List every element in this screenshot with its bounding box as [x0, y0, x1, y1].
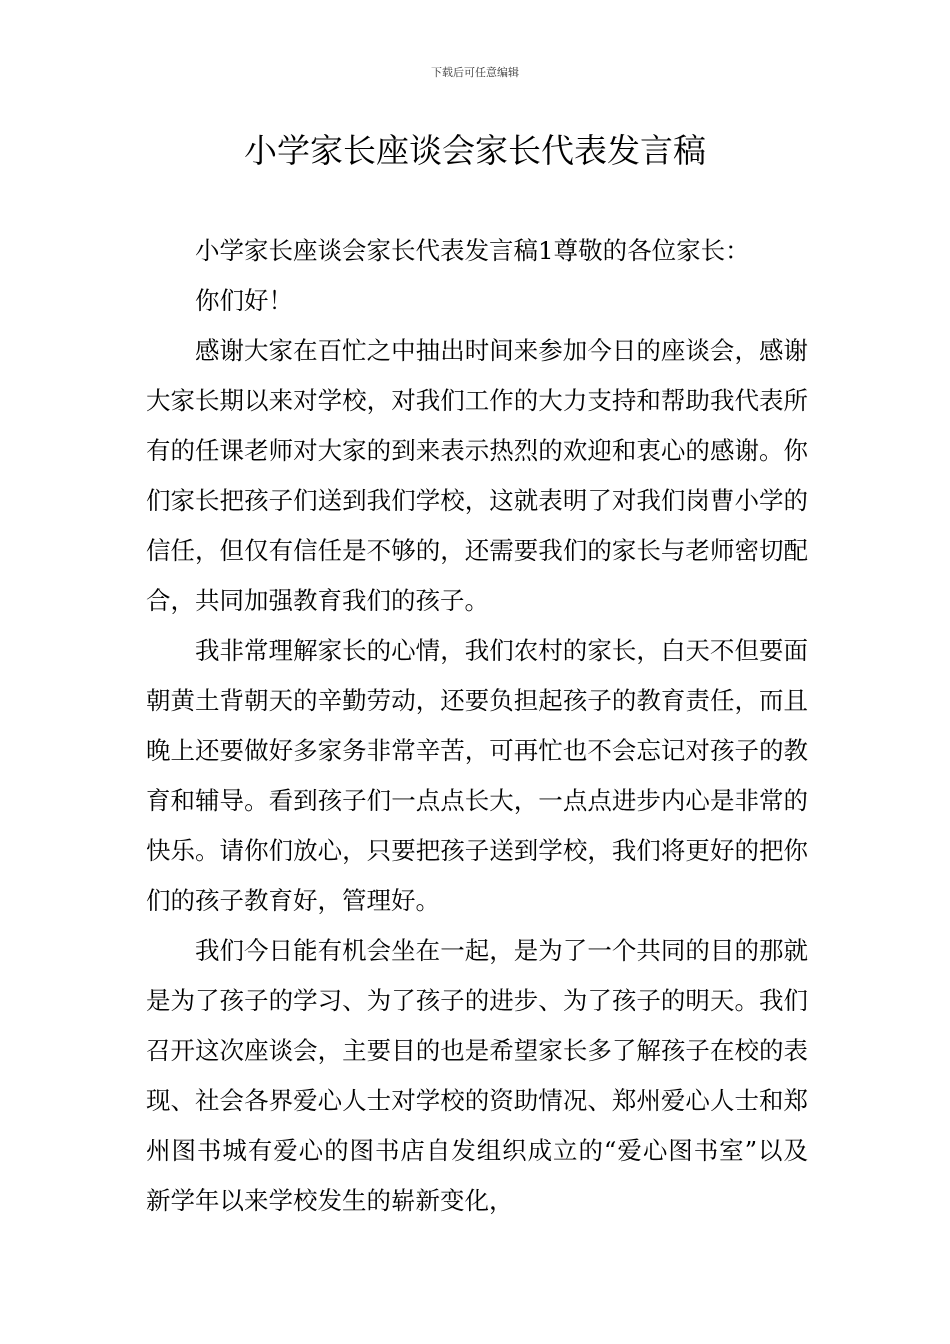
header-note: 下载后可任意编辑: [431, 66, 519, 79]
document-title: 小学家长座谈会家长代表发言稿: [244, 131, 706, 170]
document-body: [146, 226, 808, 1226]
paragraph-thanks: 感谢大家在百忙之中抽出时间来参加今日的座谈会，感谢大家长期以来对学校，对我们工作的大力支持和帮助我代表所有的任课老师对大家的到来表示热烈的欢迎和衷心的感谢。你们家长把孩子们送到我们学校，这就表明了对我们岗曹小学的信任，但仅有信任是不够的，还需要我们的家长与老师密切配合，共同加强教育我们的孩子。: [146, 336, 808, 615]
paragraph-understanding: 我非常理解家长的心情，我们农村的家长，白天不但要面朝黄土背朝天的辛勤劳动，还要负担起孩子的教育责任，而且晚上还要做好多家务非常辛苦，可再忙也不会忘记对孩子的教育和辅导。看到孩子们一点点长大，一点点进步内心是非常的快乐。请你们放心，只要把孩子送到学校，我们将更好的把你们的孩子教育好，管理好。: [146, 636, 808, 915]
paragraph-purpose: 我们今日能有机会坐在一起，是为了一个共同的目的那就是为了孩子的学习、为了孩子的进步、为了孩子的明天。我们召开这次座谈会，主要目的也是希望家长多了解孩子在校的表现、社会各界爱心人士对学校的资助情况、郑州爱心人士和郑州图书城有爱心的图书店自发组织成立的“爱心图书室”以及新学年以来学校发生的崭新变化，: [146, 936, 808, 1215]
paragraph-greeting: 你们好！: [195, 286, 293, 315]
paragraph-salutation: 小学家长座谈会家长代表发言稿1尊敬的各位家长：: [195, 236, 750, 265]
